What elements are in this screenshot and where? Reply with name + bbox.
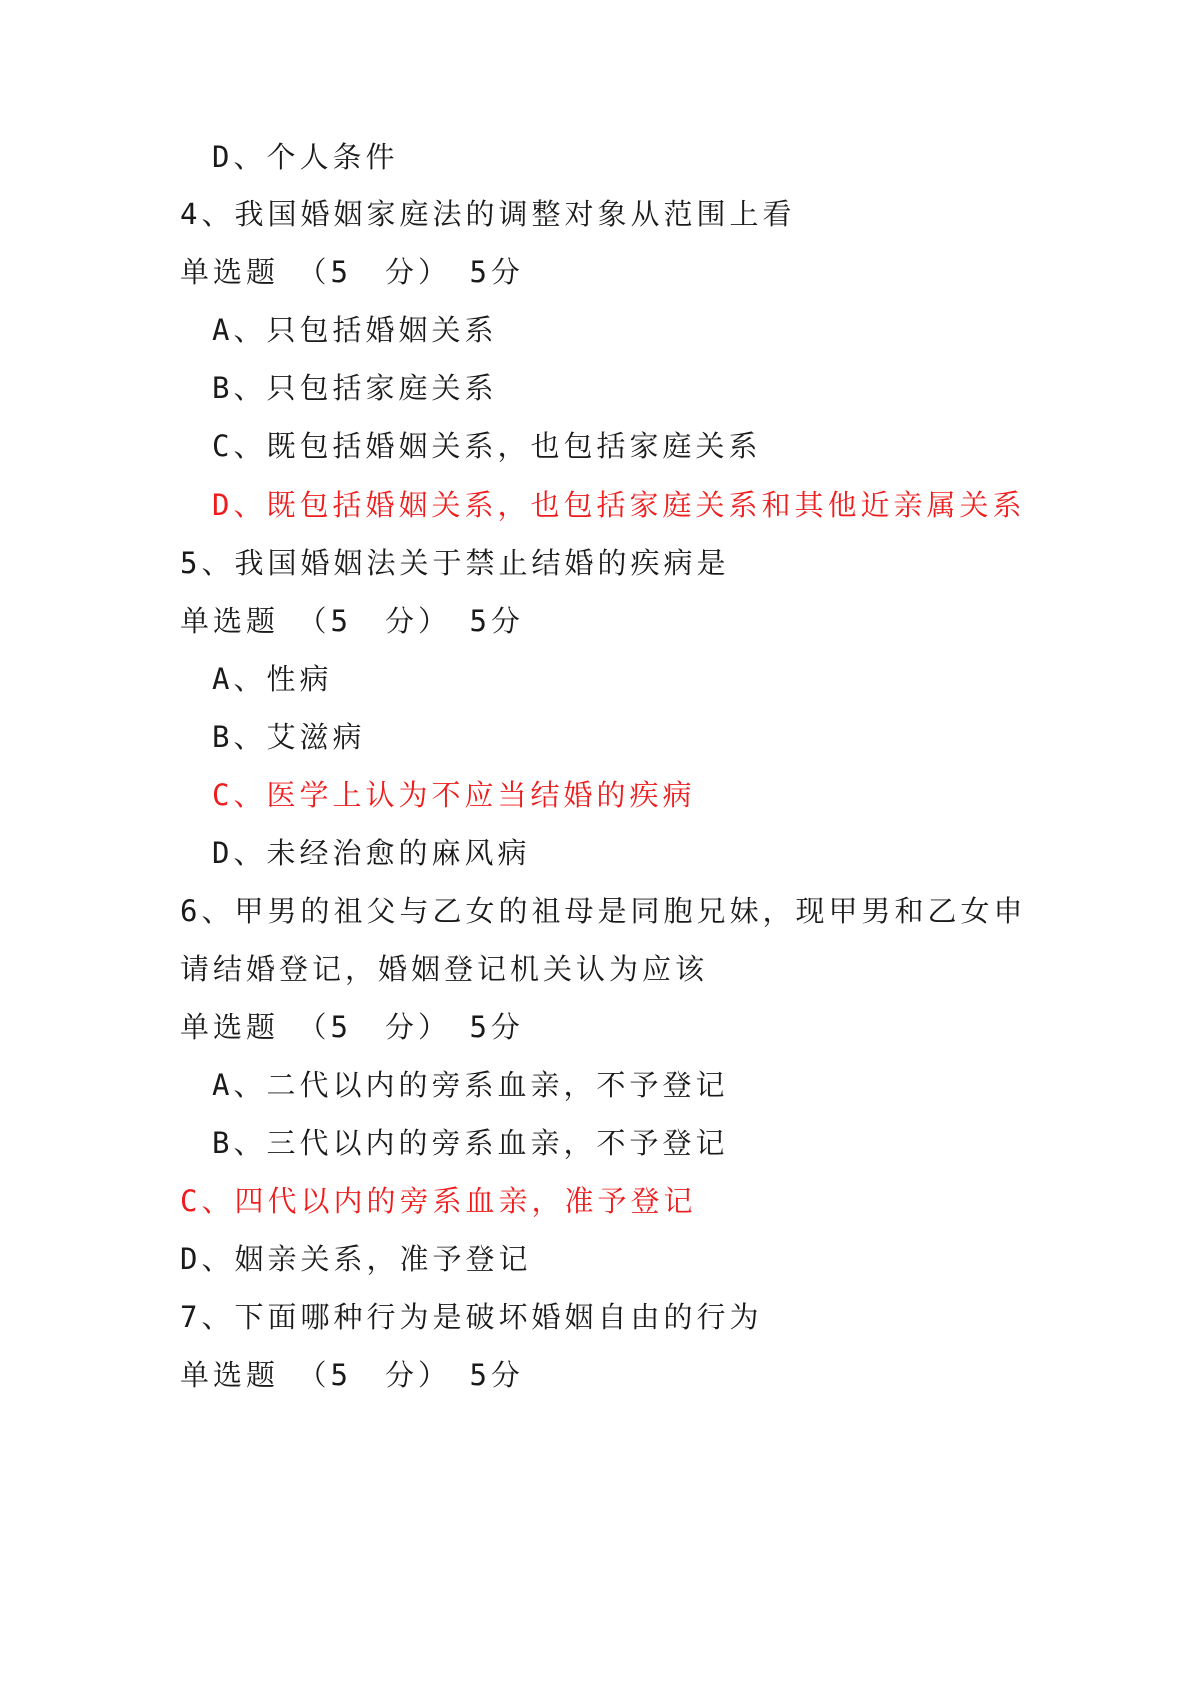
question-meta: 单选题 （5 分） 5分 [180, 1010, 524, 1044]
question-meta: 单选题 （5 分） 5分 [180, 1358, 524, 1392]
question-6: 6、甲男的祖父与乙女的祖母是同胞兄妹，现甲男和乙女申 [180, 894, 1027, 928]
option-c-q6-answer: C、四代以内的旁系血亲，准予登记 [180, 1184, 697, 1218]
question-4: 4、我国婚姻家庭法的调整对象从范围上看 [180, 197, 796, 231]
option-c-q5-answer: C、医学上认为不应当结婚的疾病 [212, 778, 696, 812]
question-meta: 单选题 （5 分） 5分 [180, 255, 524, 289]
option-c-q4: C、既包括婚姻关系，也包括家庭关系 [212, 429, 762, 463]
option-d-q3: D、个人条件 [212, 140, 399, 174]
option-b-q5: B、艾滋病 [212, 720, 366, 754]
question-5: 5、我国婚姻法关于禁止结婚的疾病是 [180, 546, 730, 580]
option-a-q4: A、只包括婚姻关系 [212, 313, 498, 347]
option-a-q5: A、性病 [212, 662, 333, 696]
option-d-q6: D、姻亲关系，准予登记 [180, 1242, 532, 1276]
option-d-q4-answer: D、既包括婚姻关系，也包括家庭关系和其他近亲属关系 [212, 488, 1026, 522]
option-b-q6: B、三代以内的旁系血亲，不予登记 [212, 1126, 729, 1160]
question-meta: 单选题 （5 分） 5分 [180, 604, 524, 638]
option-d-q5: D、未经治愈的麻风病 [212, 836, 531, 870]
option-b-q4: B、只包括家庭关系 [212, 371, 498, 405]
question-6-continued: 请结婚登记，婚姻登记机关认为应该 [180, 952, 709, 986]
question-7: 7、下面哪种行为是破坏婚姻自由的行为 [180, 1300, 763, 1334]
option-a-q6: A、二代以内的旁系血亲，不予登记 [212, 1068, 729, 1102]
